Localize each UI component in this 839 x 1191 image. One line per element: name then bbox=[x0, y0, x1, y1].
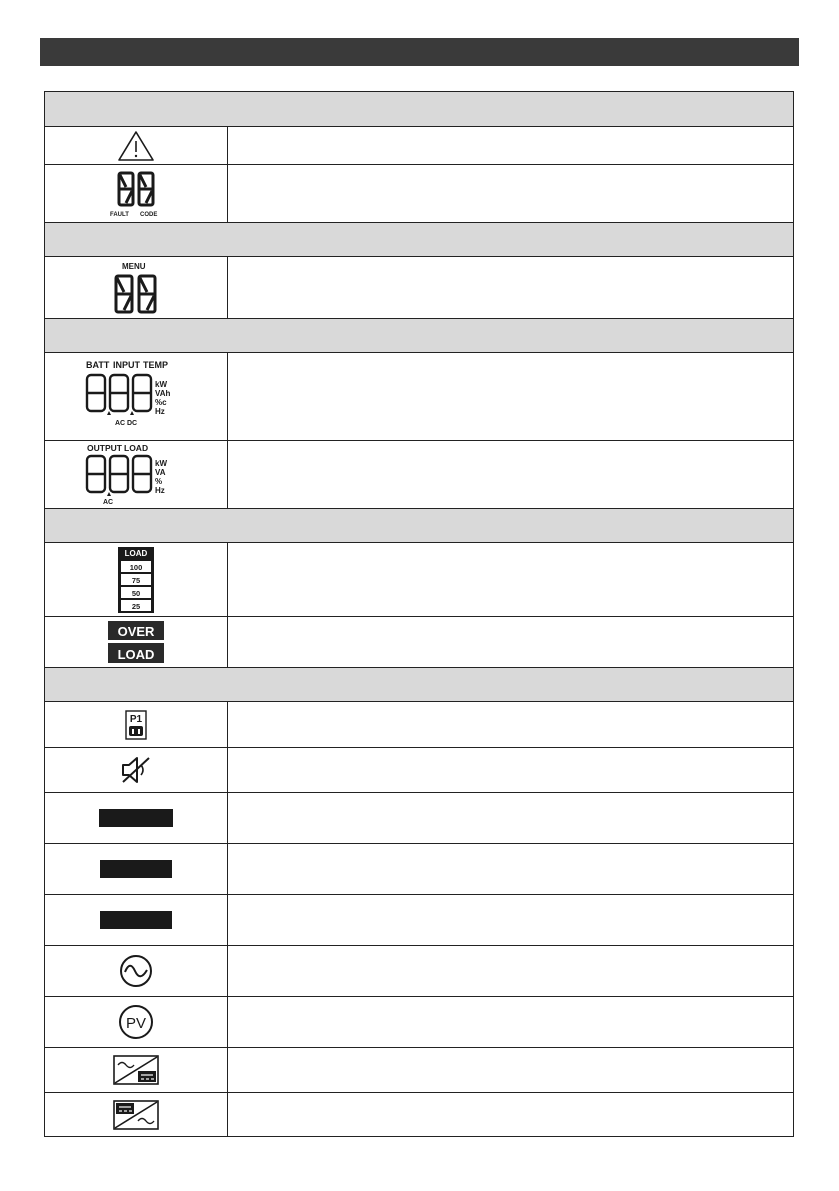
table-row bbox=[45, 747, 793, 792]
table-row bbox=[45, 792, 793, 843]
table-row bbox=[45, 440, 793, 508]
unit-va: VA bbox=[155, 467, 166, 477]
description-cell bbox=[228, 617, 793, 667]
load-bar-title: LOAD bbox=[124, 548, 148, 558]
warning-icon bbox=[116, 129, 156, 163]
table-row bbox=[45, 1047, 793, 1092]
table-row bbox=[45, 894, 793, 945]
fault-label: FAULT bbox=[110, 211, 129, 218]
ac-label: AC bbox=[103, 498, 114, 506]
ac-sine-icon bbox=[118, 953, 154, 989]
description-cell bbox=[228, 748, 793, 792]
menu-display-icon bbox=[106, 260, 166, 316]
description-cell bbox=[228, 702, 793, 747]
table-row bbox=[45, 843, 793, 894]
unit-kw: kW bbox=[155, 458, 167, 468]
input-label: INPUT bbox=[113, 359, 140, 370]
code-label: CODE bbox=[140, 211, 158, 218]
description-cell bbox=[228, 165, 793, 222]
load-level-25: 25 bbox=[131, 601, 141, 611]
unit-percent-c: %c bbox=[155, 397, 167, 407]
black-bar-icon bbox=[99, 809, 173, 827]
ac-label: AC bbox=[115, 419, 126, 427]
table-row bbox=[45, 616, 793, 667]
load-label: LOAD bbox=[124, 442, 149, 453]
temp-label: TEMP bbox=[143, 359, 169, 370]
output-label: OUTPUT bbox=[87, 442, 122, 453]
priority-icon bbox=[122, 709, 150, 741]
unit-kw: kW bbox=[155, 379, 167, 389]
description-cell bbox=[228, 543, 793, 616]
description-cell bbox=[228, 127, 793, 164]
description-cell bbox=[228, 1093, 793, 1137]
description-cell bbox=[228, 793, 793, 843]
table-row bbox=[45, 352, 793, 440]
description-cell bbox=[228, 895, 793, 945]
description-cell bbox=[228, 441, 793, 508]
load-level-50: 50 bbox=[131, 588, 141, 598]
section-header bbox=[45, 318, 793, 352]
output-display-icon bbox=[81, 442, 191, 508]
load-level-75: 75 bbox=[131, 575, 141, 585]
unit-percent: % bbox=[155, 476, 163, 486]
unit-vah: VAh bbox=[155, 388, 171, 398]
table-row bbox=[45, 1092, 793, 1137]
load-label: LOAD bbox=[117, 647, 155, 662]
unit-hz: Hz bbox=[155, 485, 165, 495]
unit-hz: Hz bbox=[155, 406, 165, 416]
description-cell bbox=[228, 353, 793, 440]
fault-code-display-icon bbox=[106, 169, 166, 219]
description-cell bbox=[228, 844, 793, 894]
priority-label: P1 bbox=[129, 713, 143, 725]
table-row bbox=[45, 996, 793, 1047]
table-row bbox=[45, 701, 793, 747]
over-label: OVER bbox=[117, 624, 155, 639]
header-bar bbox=[40, 38, 799, 66]
description-cell bbox=[228, 997, 793, 1047]
section-header bbox=[45, 222, 793, 256]
section-header bbox=[45, 667, 793, 701]
menu-label: MENU bbox=[122, 261, 146, 271]
table-row bbox=[45, 164, 793, 222]
description-cell bbox=[228, 1048, 793, 1092]
charger-icon bbox=[113, 1100, 159, 1130]
mute-icon bbox=[119, 755, 153, 785]
description-cell bbox=[228, 257, 793, 318]
black-bar-icon bbox=[100, 911, 172, 929]
input-display-icon bbox=[81, 357, 191, 437]
black-bar-icon bbox=[100, 860, 172, 878]
load-level-100: 100 bbox=[129, 562, 143, 572]
lcd-icon-table bbox=[44, 91, 794, 1137]
table-row bbox=[45, 126, 793, 164]
inverter-icon bbox=[113, 1055, 159, 1085]
table-row bbox=[45, 542, 793, 616]
load-bar-icon bbox=[116, 545, 156, 615]
table-row bbox=[45, 256, 793, 318]
pv-label: PV bbox=[125, 1015, 147, 1032]
section-header bbox=[45, 508, 793, 542]
batt-label: BATT bbox=[86, 359, 110, 370]
section-header bbox=[45, 92, 793, 126]
description-cell bbox=[228, 946, 793, 996]
pv-icon bbox=[117, 1003, 155, 1041]
dc-label: DC bbox=[127, 419, 138, 427]
overload-icon bbox=[107, 620, 165, 664]
table-row bbox=[45, 945, 793, 996]
